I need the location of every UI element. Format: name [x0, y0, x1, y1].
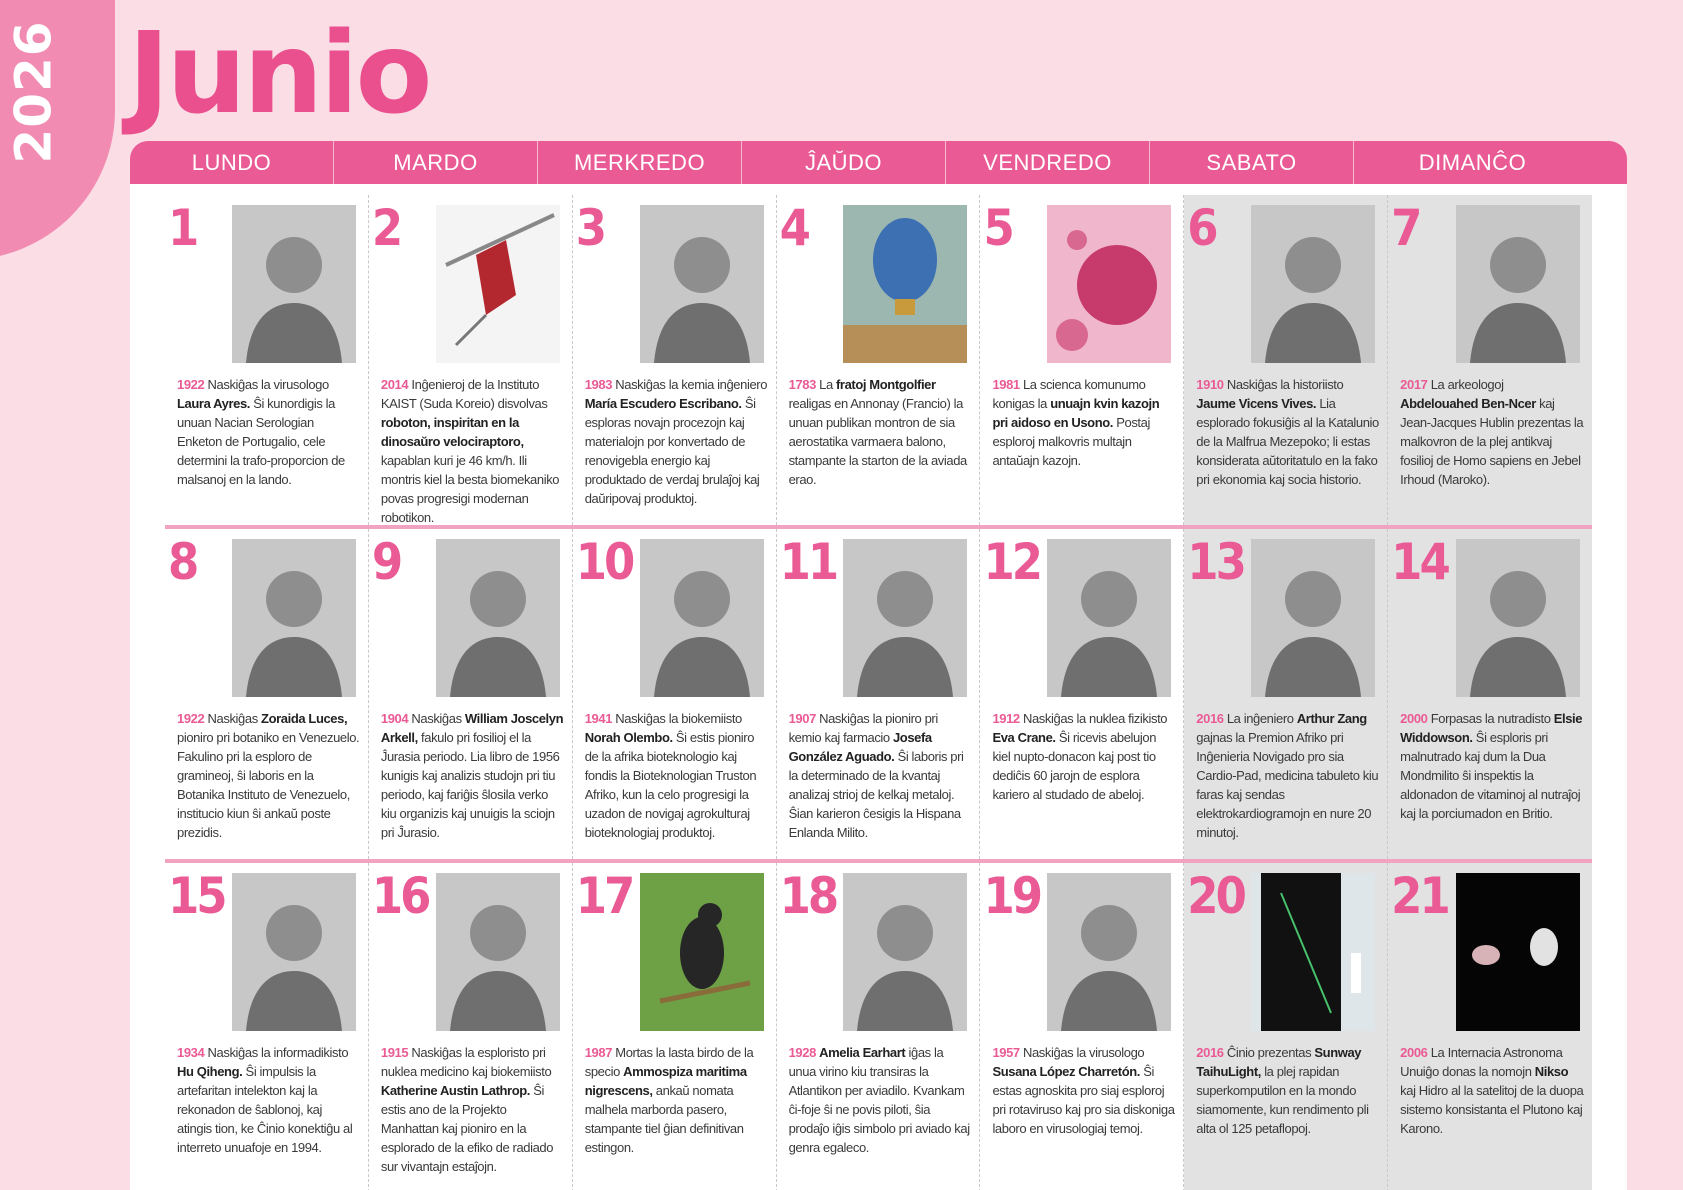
event-text	[1196, 375, 1379, 489]
week-row	[165, 195, 1592, 529]
event-year: 2016	[1196, 711, 1224, 726]
event-text-pre: Naskiĝas la nuklea fizikisto	[1019, 711, 1168, 726]
weekday-saturday: SABATO	[1150, 141, 1354, 184]
event-text	[381, 375, 564, 527]
event-highlight: Eva Crane.	[992, 730, 1056, 745]
portrait-photo	[843, 873, 967, 1031]
event-year: 1922	[177, 711, 205, 726]
month-title: Junio	[128, 9, 430, 139]
event-text-pre: Naskiĝas la historiisto	[1223, 377, 1344, 392]
event-year: 1783	[788, 377, 816, 392]
day-cell	[777, 863, 981, 1190]
event-highlight: Katherine Austin Lathrop.	[380, 1083, 530, 1098]
event-text-pre: La Internacia Astronoma Unuiĝo donas la nomojn	[1400, 1045, 1563, 1079]
day-cell	[1388, 529, 1592, 859]
space-photo	[1456, 873, 1580, 1031]
event-year: 1987	[584, 1045, 613, 1060]
event-highlight: Ammospiza maritima nigrescens,	[584, 1064, 747, 1098]
day-number: 14	[1391, 533, 1448, 591]
day-cell	[980, 863, 1184, 1190]
week-row	[165, 863, 1592, 1190]
event-text-pre: La arkeologoj	[1427, 377, 1504, 392]
event-text	[1196, 1043, 1379, 1138]
event-text-pre: Naskiĝas la informadikisto	[204, 1045, 349, 1060]
computer-photo	[1251, 873, 1375, 1031]
event-text	[1400, 1043, 1584, 1138]
virus-photo	[1047, 205, 1171, 363]
event-text-pre: Naskiĝas	[408, 711, 465, 726]
day-number: 19	[983, 867, 1041, 925]
event-text-post: Ŝi laboris pri la determinado de la kvantaj analizaj strioj de kelkaj metaloj. Ŝian karieron ĉesigis la Hispana Enlanda Milito.	[788, 749, 964, 840]
day-number: 8	[168, 533, 197, 591]
bird-photo	[640, 873, 764, 1031]
day-number: 9	[371, 533, 401, 591]
weekday-thursday: ĴAŬDO	[742, 141, 946, 184]
day-number: 4	[779, 199, 808, 257]
event-text-post: ankaŭ nomata malhela marborda pasero, stampante tiel ĝian definitivan estingon.	[584, 1083, 744, 1155]
weekday-wednesday: MERKREDO	[538, 141, 742, 184]
event-highlight: Arthur Zang	[1296, 711, 1367, 726]
event-text	[789, 1043, 972, 1157]
portrait-photo	[1251, 205, 1375, 363]
event-text	[381, 1043, 564, 1176]
event-year: 1910	[1196, 377, 1224, 392]
calendar-grid	[165, 195, 1592, 1190]
event-year: 1904	[380, 711, 409, 726]
event-year: 1981	[992, 377, 1020, 392]
event-text-post: Lia esplorado fokusiĝis al la Katalunio de la Malfrua Mezepoko; li estas konsiderata aŭtoritatulo en la fako pri ekonomia kaj socia historio.	[1196, 396, 1379, 487]
event-highlight: Elsie Widdowson.	[1400, 711, 1583, 745]
day-cell	[165, 863, 369, 1190]
weekday-sunday: DIMANĈO	[1418, 150, 1527, 175]
event-highlight: Sunway TaihuLight,	[1196, 1045, 1362, 1079]
event-text	[585, 709, 768, 842]
event-year: 1915	[380, 1045, 409, 1060]
event-text	[992, 709, 1175, 804]
event-highlight: unuajn kvin kazojn pri aidoso en Usono.	[992, 396, 1160, 430]
event-text	[1400, 375, 1584, 489]
event-text	[1196, 709, 1379, 842]
day-number: 7	[1391, 199, 1420, 257]
portrait-photo	[436, 539, 560, 697]
event-text-pre: Forpasas la nutradisto	[1427, 711, 1554, 726]
robot-photo	[436, 205, 560, 363]
day-number: 5	[983, 199, 1012, 257]
portrait-photo	[232, 539, 356, 697]
day-cell	[573, 529, 777, 859]
event-highlight: María Escudero Escribano.	[584, 396, 742, 411]
portrait-photo	[1456, 205, 1580, 363]
day-number: 6	[1187, 199, 1216, 257]
event-highlight: Abdelouahed Ben-Ncer	[1400, 396, 1536, 411]
day-cell	[777, 195, 981, 525]
event-text	[177, 1043, 360, 1157]
event-text-post: pioniro pri botaniko en Venezuelo. Fakulino pri la esploro de gramineoj, ŝi laboris en la Botanika Instituto de Venezuelo, institucio kiun ŝi ankaŭ poste prezidis.	[177, 730, 360, 840]
event-text-pre: La scienca komunumo konigas la	[992, 377, 1146, 411]
event-text-pre: Naskiĝas la virusologo	[204, 377, 329, 392]
balloon-photo	[843, 205, 967, 363]
event-text-post: Ŝi ricevis abelujon kiel nupto-donacon kaj post tio dediĉis 60 jarojn de esplora kariero al studado de abeloj.	[992, 730, 1157, 802]
day-number: 17	[575, 867, 633, 925]
event-text-post: Ŝi estas agnoskita pro siaj esploroj pri rotaviruso kaj pro sia diskoniga laboro en virusologiaj temoj.	[992, 1064, 1175, 1136]
event-highlight: roboton, inspiritan en la dinosaŭro velociraptoro,	[380, 415, 524, 449]
day-cell	[573, 195, 777, 525]
weekday-monday: LUNDO	[130, 141, 334, 184]
event-text	[992, 375, 1175, 470]
event-text-pre: Naskiĝas la virusologo	[1019, 1045, 1145, 1060]
event-text-post: kapablan kuri je 46 km/h. Ili montris kiel la besta biomekaniko povas progresigi modernan robotikon.	[380, 453, 560, 525]
event-highlight: Laura Ayres.	[177, 396, 250, 411]
event-year: 2017	[1400, 377, 1428, 392]
day-cell	[573, 863, 777, 1190]
event-year: 2016	[1196, 1045, 1224, 1060]
day-number: 11	[779, 533, 837, 591]
portrait-photo	[232, 205, 356, 363]
event-year: 2006	[1400, 1045, 1428, 1060]
event-year: 1922	[177, 377, 205, 392]
event-highlight: Nikso	[1534, 1064, 1569, 1079]
day-number: 1	[168, 199, 197, 257]
event-text-post: Ŝi esploras novajn procezojn kaj materialojn por konvertado de renovigebla energio kaj produktado de verdaj brulaĵoj kaj daŭripovaj produktoj.	[584, 396, 760, 506]
day-number: 20	[1187, 867, 1244, 925]
event-text-pre: La	[815, 377, 836, 392]
event-text-pre: Inĝenieroj de la Instituto KAIST (Suda Koreio) disvolvas	[380, 377, 548, 411]
event-text	[381, 709, 564, 842]
event-text	[585, 1043, 768, 1157]
day-cell	[1388, 863, 1592, 1190]
event-highlight: Josefa González Aguado.	[788, 730, 932, 764]
event-text-post: iĝas la unua virino kiu transiras la Atlantikon per aviadilo. Kvankam ĉi-foje ŝi ne povis piloti, ŝia prodaĵo iĝis simbolo pri aviado kaj genra egaleco.	[788, 1045, 970, 1155]
day-number: 15	[168, 867, 225, 925]
portrait-photo	[1047, 539, 1171, 697]
event-text-post: Postaj esploroj malkovris multajn antaŭajn kazojn.	[992, 415, 1150, 468]
event-text	[789, 709, 972, 842]
portrait-photo	[232, 873, 356, 1031]
event-year: 1941	[584, 711, 613, 726]
event-text-pre: Naskiĝas la biokemiisto	[612, 711, 742, 726]
event-year: 1907	[788, 711, 816, 726]
event-text-post: kaj Hidro al la satelitoj de la duopa sistemo konsistanta el Plutono kaj Karono.	[1400, 1083, 1584, 1136]
event-text-pre: Naskiĝas la kemia inĝeniero	[612, 377, 768, 392]
event-highlight: Susana López Charretón.	[992, 1064, 1140, 1079]
event-text-pre: Naskiĝas la esploristo pri nuklea medicino kaj biokemiisto	[380, 1045, 552, 1079]
calendar	[130, 141, 1627, 1190]
day-cell	[1388, 195, 1592, 525]
event-year: 1934	[177, 1045, 205, 1060]
event-text-pre: Naskiĝas	[204, 711, 262, 726]
day-cell	[1184, 529, 1388, 859]
event-highlight: fratoj Montgolfier	[836, 377, 936, 392]
event-text-post: Ŝi impulsis la artefaritan intelekton kaj la rekonadon de ŝablonoj, kaj atingis tion, ke Ĉinio konektiĝu al interreto unuafoje en 1994.	[177, 1064, 353, 1155]
day-number: 18	[779, 867, 837, 925]
event-text-post: gajnas la Premion Afriko pri Inĝenieria Novigado pro sia Cardio-Pad, medicina tabuleto kiu faras kaj sendas elektrokardiogramojn en nure 20 minutoj.	[1196, 730, 1379, 840]
event-text	[992, 1043, 1175, 1138]
weekday-friday: VENDREDO	[946, 141, 1150, 184]
day-number: 21	[1391, 867, 1448, 925]
week-row	[165, 529, 1592, 863]
event-text-post: realigas en Annonay (Francio) la unuan publikan montron de sia aerostatika varmaera balono, stampante la starton de la aviada erao.	[788, 396, 967, 487]
day-cell	[369, 529, 573, 859]
day-cell	[980, 529, 1184, 859]
event-text-post: la plej rapidan superkomputilon en la mondo siamomente, kun rendimento pli alta ol 125 petaflopoj.	[1196, 1064, 1369, 1136]
portrait-photo	[640, 205, 764, 363]
portrait-photo	[1251, 539, 1375, 697]
event-highlight: William Joscelyn Arkell,	[380, 711, 564, 745]
day-number: 3	[575, 199, 605, 257]
weekday-header	[130, 141, 1627, 184]
weekday-tuesday: MARDO	[334, 141, 538, 184]
event-year: 1912	[992, 711, 1020, 726]
day-cell	[1184, 863, 1388, 1190]
day-number: 2	[371, 199, 401, 257]
event-highlight: Zoraida Luces,	[261, 711, 348, 726]
day-number: 13	[1187, 533, 1244, 591]
event-text	[585, 375, 768, 508]
portrait-photo	[843, 539, 967, 697]
event-year: 2014	[380, 377, 409, 392]
day-cell	[165, 529, 369, 859]
day-cell	[980, 195, 1184, 525]
portrait-photo	[1047, 873, 1171, 1031]
day-cell	[369, 863, 573, 1190]
day-number: 10	[575, 533, 633, 591]
day-cell	[1184, 195, 1388, 525]
year-label	[0, 12, 68, 172]
event-text-post: Ŝi estis ano de la Projekto Manhattan kaj pioniro en la esplorado de la efiko de radiado sur vivantajn estaĵojn.	[380, 1083, 554, 1174]
event-text-post: kaj Jean-Jacques Hublin prezentas la malkovron de la plej antikvaj fosilioj de Homo sapiens en Jebel Irhoud (Maroko).	[1400, 396, 1584, 487]
event-year: 1957	[992, 1045, 1020, 1060]
day-number: 16	[371, 867, 429, 925]
event-text-pre: Ĉinio prezentas	[1223, 1045, 1315, 1060]
portrait-photo	[436, 873, 560, 1031]
event-text-pre: La inĝeniero	[1223, 711, 1297, 726]
event-highlight: Amelia Earhart	[819, 1045, 906, 1060]
event-year: 1928	[788, 1045, 816, 1060]
event-text-post: Ŝi kunordigis la unuan Nacian Serologian Enketon de Portugalio, cele determini la trafo-proporcion de malsanoj en la lando.	[177, 396, 345, 487]
event-text-pre: Naskiĝas la pioniro pri kemio kaj farmacio	[788, 711, 938, 745]
event-year: 2000	[1400, 711, 1428, 726]
event-text	[1400, 709, 1584, 823]
day-cell	[777, 529, 981, 859]
event-highlight: Jaume Vicens Vives.	[1196, 396, 1317, 411]
event-highlight: Norah Olembo.	[584, 730, 673, 745]
event-highlight: Hu Qiheng.	[177, 1064, 243, 1079]
event-text-post: fakulo pri fosilioj el la Ĵurasia periodo. Lia libro de 1956 kunigis kaj analizis studojn pri tiu periodo, kaj fariĝis ŝlosila verko kiu organizis kaj unuigis la sciojn pri Ĵurasio.	[380, 730, 560, 840]
event-text	[177, 709, 360, 842]
event-text-post: Ŝi esploris pri malnutrado kaj dum la Dua Mondmilito ŝi inspektis la aldonadon de vitaminoj al nutraĵoj kaj la porciumadon en Britio.	[1400, 730, 1581, 821]
event-text-post: Ŝi estis pioniro de la afrika bioteknologio kaj fondis la Bioteknologian Truston Afriko, kun la celo progresigi la uzadon de novigaj agrokulturaj bioteknologiaj produktoj.	[584, 730, 757, 840]
year-text: 2026	[5, 20, 64, 164]
day-cell	[369, 195, 573, 525]
portrait-photo	[640, 539, 764, 697]
event-text-pre: Mortas la lasta birdo de la specio	[584, 1045, 754, 1079]
event-text	[789, 375, 972, 489]
event-text	[177, 375, 360, 489]
event-year: 1983	[584, 377, 613, 392]
portrait-photo	[1456, 539, 1580, 697]
day-number: 12	[983, 533, 1041, 591]
day-cell	[165, 195, 369, 525]
